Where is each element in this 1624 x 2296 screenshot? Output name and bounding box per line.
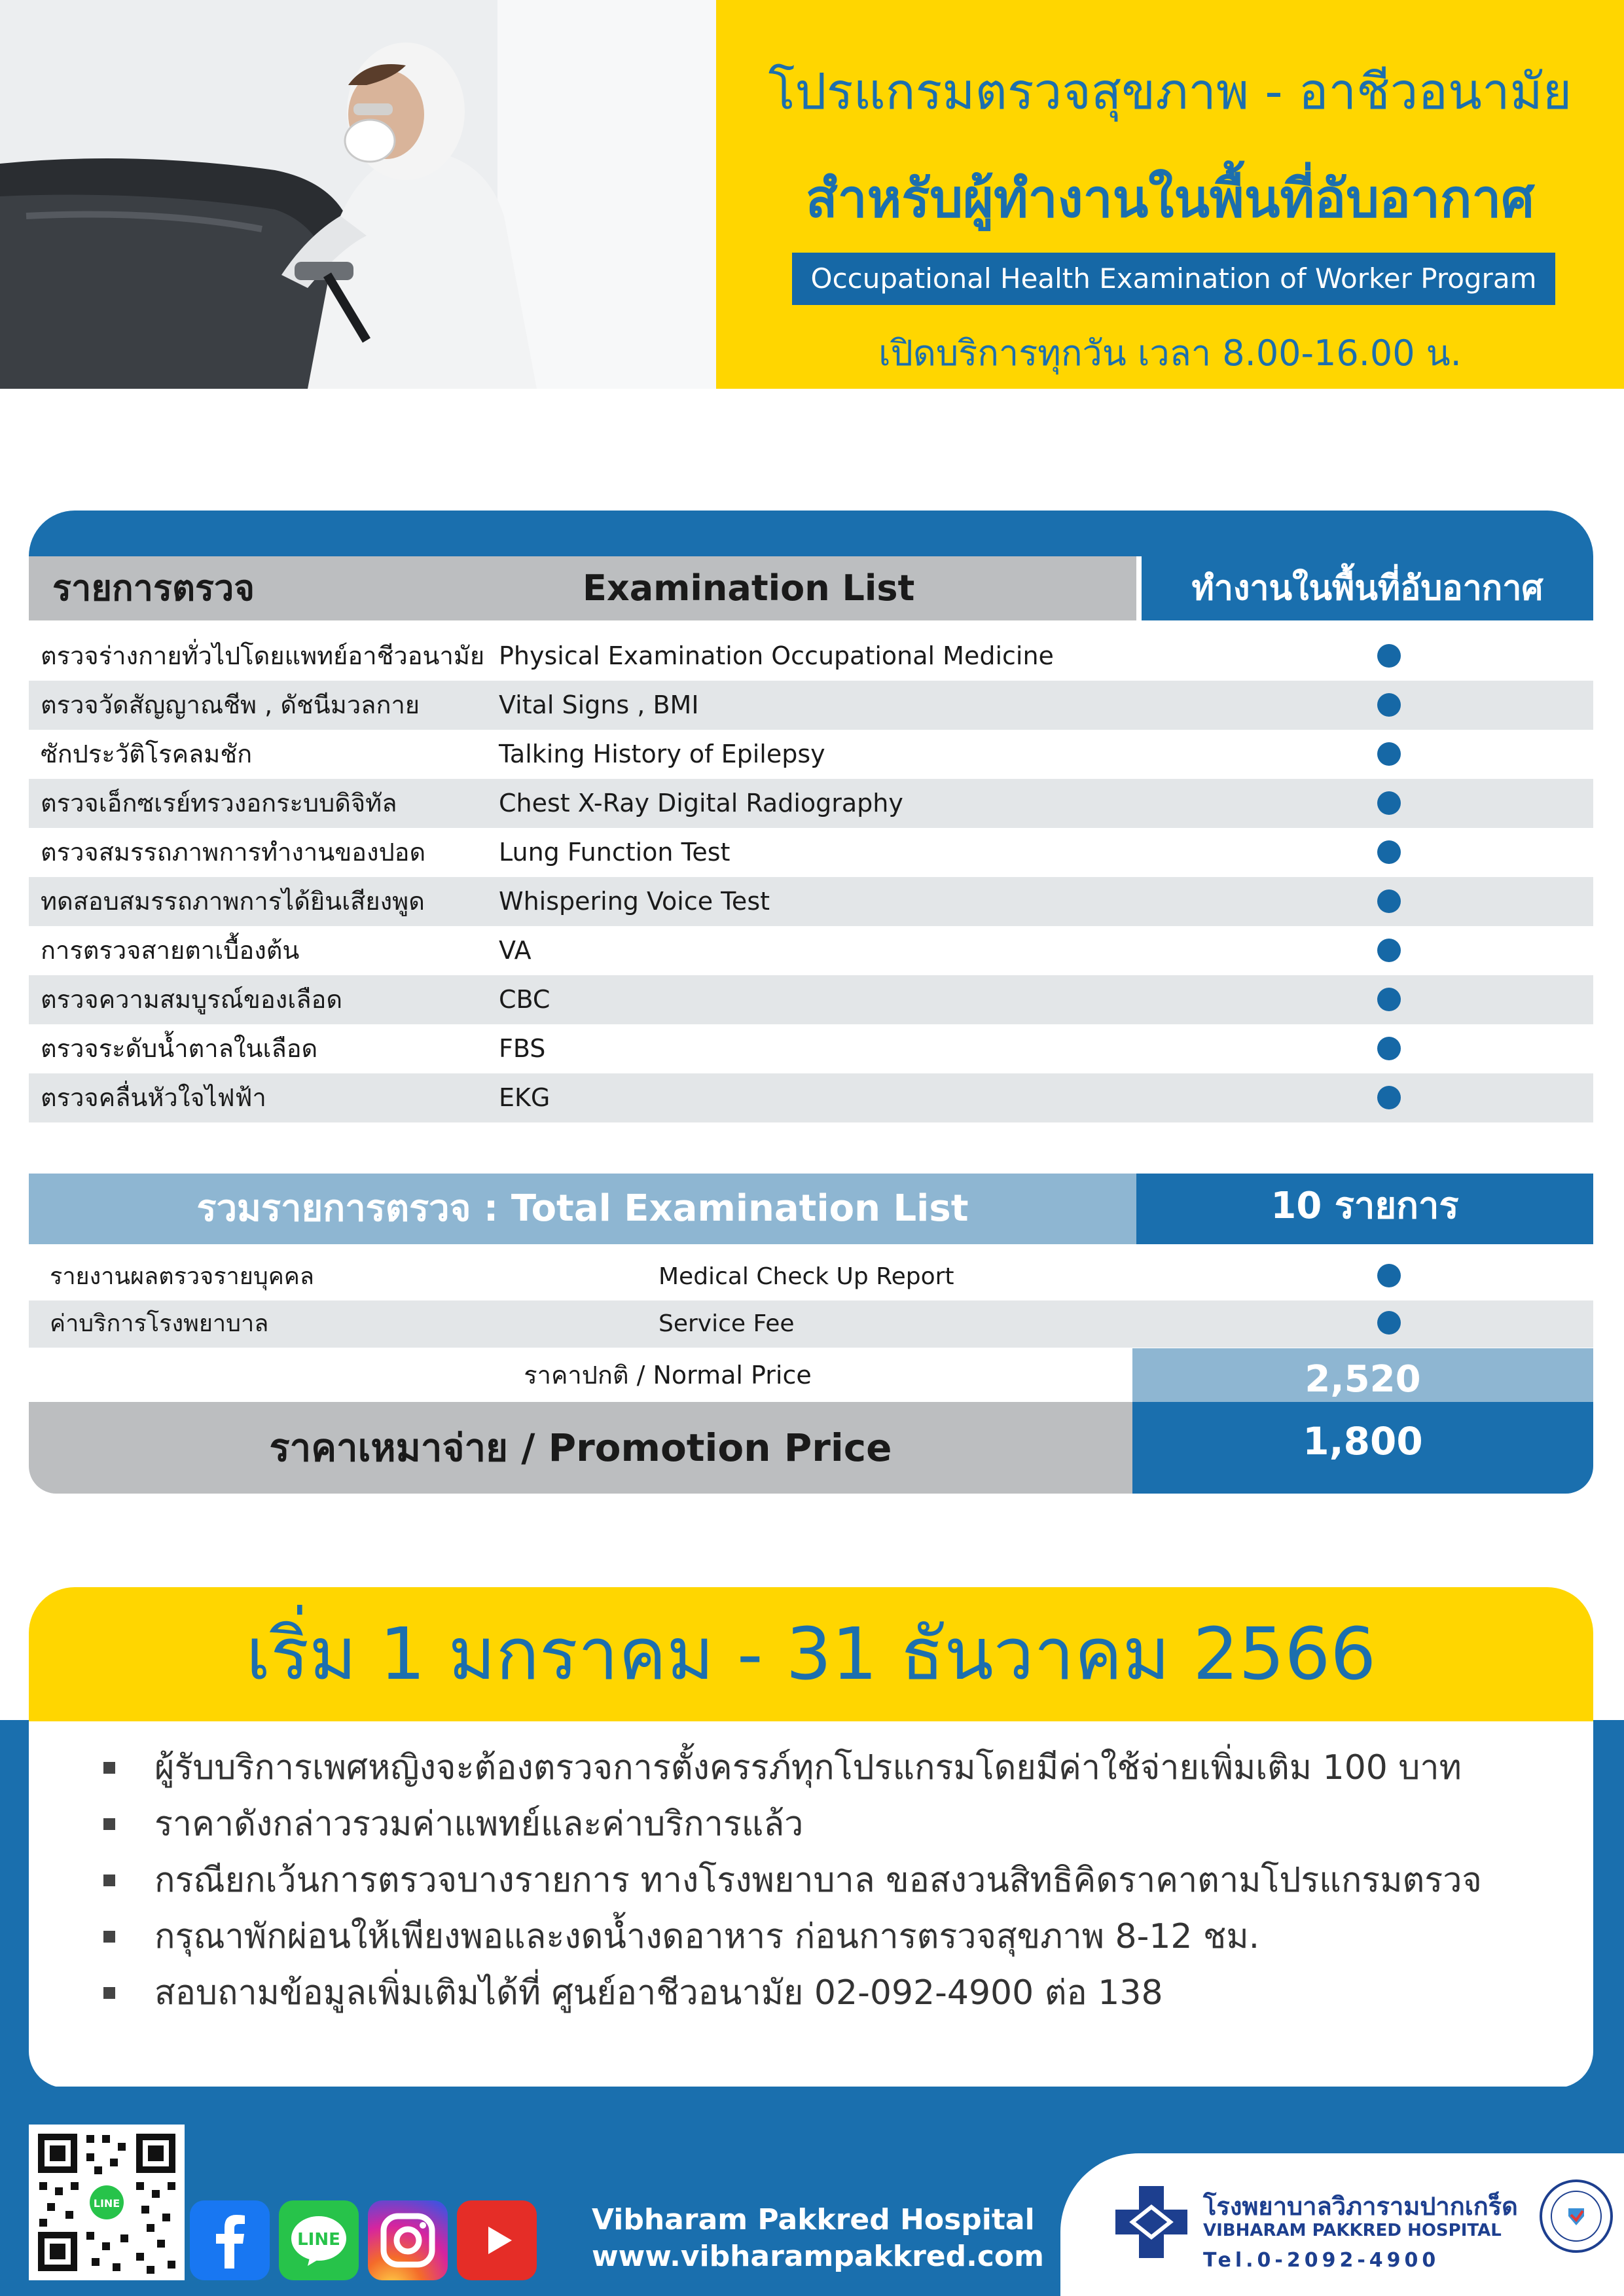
bullet-icon <box>103 1762 115 1774</box>
exam-name-en: EKG <box>499 1083 550 1112</box>
instagram-icon[interactable] <box>368 2200 448 2280</box>
hospital-website[interactable]: www.vibharampakkred.com <box>592 2240 1044 2273</box>
exam-name-en: Vital Signs , BMI <box>499 691 699 719</box>
worker-photo <box>0 0 716 389</box>
line-icon[interactable] <box>279 2200 359 2280</box>
included-dot-icon <box>1377 939 1401 962</box>
svg-text:LINE: LINE <box>297 2230 340 2250</box>
exam-row <box>29 877 1593 926</box>
table-top-bar <box>29 511 1593 556</box>
included-dot-icon <box>1377 988 1401 1011</box>
exam-row <box>29 632 1593 681</box>
note-text: สอบถามข้อมูลเพิ่มเติมได้ที่ ศูนย์อาชีวอนามัย 02-092-4900 ต่อ 138 <box>154 1973 1163 2013</box>
exam-row <box>29 975 1593 1024</box>
note-item <box>98 1965 1564 2021</box>
facebook-glyph <box>190 2200 270 2280</box>
service-hours: เปิดบริการทุกวัน เวลา 8.00-16.00 น. <box>878 332 1462 374</box>
accreditation-seal-icon <box>1537 2177 1615 2255</box>
youtube-icon[interactable] <box>457 2200 537 2280</box>
exam-name-th: การตรวจสายตาเบื้องต้น <box>41 936 300 965</box>
hospital-cross-logo-icon <box>1113 2183 1190 2261</box>
included-dot-icon <box>1377 840 1401 864</box>
exam-row <box>29 1073 1593 1122</box>
exam-name-th: ตรวจเอ็กซเรย์ทรวงอกระบบดิจิทัล <box>41 789 397 817</box>
exam-row <box>29 730 1593 779</box>
service-name-th: รายงานผลตรวจรายบุคคล <box>50 1263 314 1290</box>
exam-row <box>29 681 1593 730</box>
note-text: กรุณาพักผ่อนให้เพียงพอและงดน้ำงดอาหาร ก่อนการตรวจสุขภาพ 8-12 ชม. <box>154 1917 1260 1956</box>
bullet-icon <box>103 1874 115 1886</box>
youtube-glyph <box>457 2200 537 2280</box>
note-text: กรณียกเว้นการตรวจบางรายการ ทางโรงพยาบาล ขอสงวนสิทธิคิดราคาตามโปรแกรมตรวจ <box>154 1861 1482 1900</box>
service-name-en: Medical Check Up Report <box>659 1263 954 1290</box>
exam-name-th: ทดสอบสมรรถภาพการได้ยินเสียงพูด <box>41 887 425 916</box>
included-dot-icon <box>1377 693 1401 717</box>
exam-name-en: Lung Function Test <box>499 838 731 867</box>
exam-name-th: ตรวจคลื่นหัวใจไฟฟ้า <box>41 1083 266 1112</box>
qr-code-graphic <box>29 2125 185 2280</box>
table-header-divider <box>1136 556 1142 620</box>
total-count: 10 รายการ <box>1271 1185 1459 1227</box>
bullet-icon <box>103 1987 115 1999</box>
bullet-icon <box>103 1931 115 1943</box>
service-name-th: ค่าบริการโรงพยาบาล <box>50 1310 269 1337</box>
exam-name-th: ตรวจวัดสัญญาณชีพ , ดัชนีมวลกาย <box>41 691 420 719</box>
promo-price-label: ราคาเหมาจ่าย / Promotion Price <box>269 1426 892 1470</box>
note-text: ราคาดังกล่าวรวมค่าแพทย์และค่าบริการแล้ว <box>154 1804 804 1844</box>
logo-name-th: โรงพยาบาลวิภารามปากเกร็ด <box>1203 2192 1518 2221</box>
included-dot-icon <box>1377 742 1401 766</box>
included-dot-icon <box>1377 644 1401 668</box>
svg-text:LINE: LINE <box>93 2197 120 2210</box>
note-item <box>98 1852 1564 1909</box>
exam-row <box>29 1024 1593 1073</box>
note-item <box>98 1796 1564 1852</box>
exam-name-en: FBS <box>499 1034 546 1063</box>
included-dot-icon <box>1377 1264 1401 1287</box>
included-dot-icon <box>1377 1311 1401 1335</box>
exam-name-en: Physical Examination Occupational Medicine <box>499 641 1054 670</box>
normal-price-label: ราคาปกติ / Normal Price <box>524 1361 812 1390</box>
exam-name-th: ตรวจร่างกายทั่วไปโดยแพทย์อาชีวอนามัย <box>41 641 485 670</box>
exam-name-en: CBC <box>499 985 550 1014</box>
logo-telephone: Tel.0-2092-4900 <box>1203 2249 1440 2272</box>
promotion-period: เริ่ม 1 มกราคม - 31 ธันวาคม 2566 <box>245 1612 1377 1696</box>
note-item <box>98 1740 1564 1796</box>
exam-name-th: ตรวจระดับน้ำตาลในเลือด <box>41 1034 318 1063</box>
exam-name-en: Whispering Voice Test <box>499 887 770 916</box>
service-row <box>29 1300 1593 1348</box>
total-label: รวมรายการตรวจ : Total Examination List <box>196 1187 969 1230</box>
included-dot-icon <box>1377 1037 1401 1060</box>
column-header-th: รายการตรวจ <box>52 567 255 609</box>
exam-row <box>29 828 1593 877</box>
hospital-name: Vibharam Pakkred Hospital <box>592 2203 1035 2236</box>
exam-name-th: ตรวจความสมบูรณ์ของเลือด <box>41 985 342 1014</box>
facebook-icon[interactable] <box>190 2200 270 2280</box>
normal-price: 2,520 <box>1305 1358 1421 1401</box>
included-dot-icon <box>1377 889 1401 913</box>
qr-code-icon[interactable] <box>29 2125 185 2280</box>
line-glyph <box>279 2200 359 2280</box>
exam-row <box>29 926 1593 975</box>
service-list <box>29 1253 1593 1348</box>
included-dot-icon <box>1377 791 1401 815</box>
notes-list <box>98 1740 1564 2021</box>
note-item <box>98 1909 1564 1965</box>
service-name-en: Service Fee <box>659 1310 795 1337</box>
program-name-en: Occupational Health Examination of Worker Program <box>792 253 1555 305</box>
exam-row <box>29 779 1593 828</box>
worker-illustration <box>0 0 716 389</box>
instagram-glyph <box>368 2200 448 2280</box>
bullet-icon <box>103 1818 115 1830</box>
included-dot-icon <box>1377 1086 1401 1109</box>
service-row <box>29 1253 1593 1300</box>
exam-list <box>29 632 1593 1122</box>
exam-name-en: Talking History of Epilepsy <box>499 740 825 768</box>
exam-name-th: ซักประวัติโรคลมชัก <box>41 740 253 768</box>
promo-price: 1,800 <box>1303 1419 1423 1463</box>
column-header-en: Examination List <box>583 567 915 609</box>
exam-name-en: VA <box>499 936 532 965</box>
exam-name-en: Chest X-Ray Digital Radiography <box>499 789 903 817</box>
exam-name-th: ตรวจสมรรถภาพการทำงานของปอด <box>41 838 426 867</box>
page-title: โปรแกรมตรวจสุขภาพ - อาชีวอนามัย <box>768 62 1572 120</box>
column-header-target: ทำงานในพื้นที่อับอากาศ <box>1191 569 1543 608</box>
note-text: ผู้รับบริการเพศหญิงจะต้องตรวจการตั้งครรภ์ทุกโปรแกรมโดยมีค่าใช้จ่ายเพิ่มเติม 100 บาท <box>154 1748 1462 1787</box>
page-subtitle: สำหรับผู้ทำงานในพื้นที่อับอากาศ <box>805 168 1535 229</box>
logo-name-en: VIBHARAM PAKKRED HOSPITAL <box>1203 2221 1502 2240</box>
